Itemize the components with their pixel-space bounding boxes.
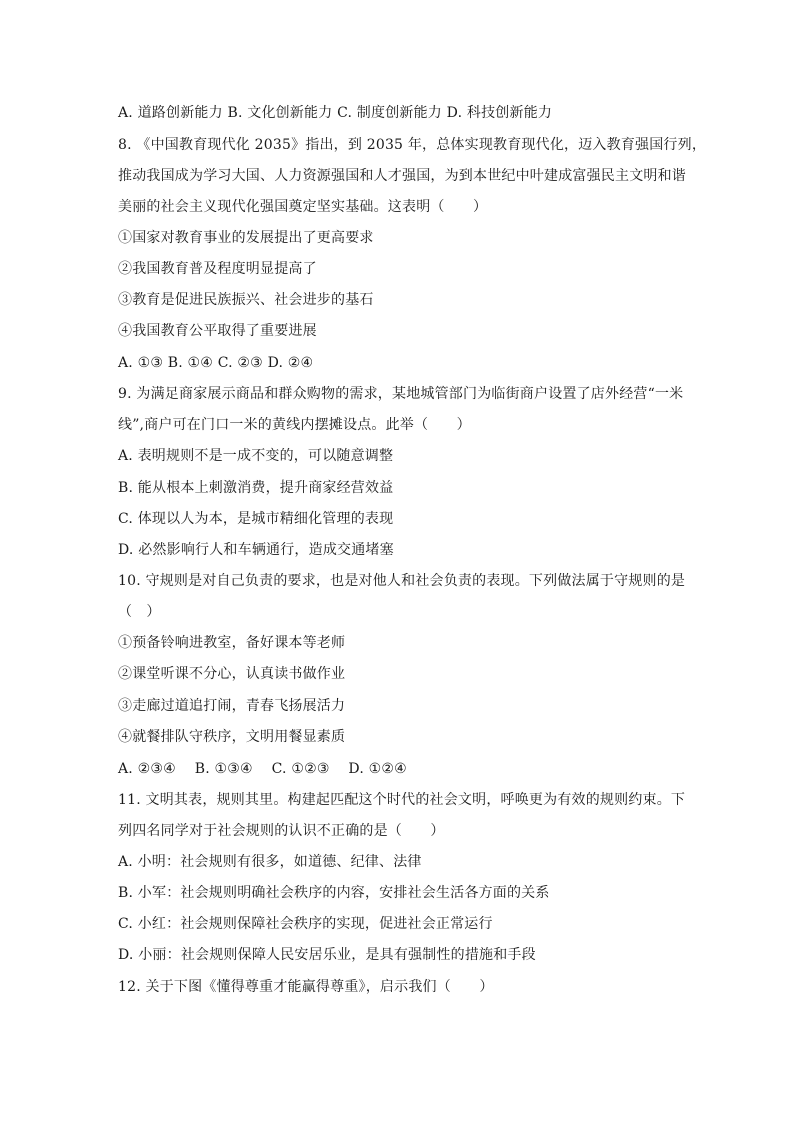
q8-stem-line-1: 8. 《中国教育现代化 2035》指出，到 2035 年，总体实现教育现代化，迈入教育强国行列， (118, 137, 707, 153)
q12-stem: 12. 关于下图《懂得尊重才能赢得尊重》，启示我们（ ） (118, 979, 494, 995)
q8-stem-line-2: 推动我国成为学习大国、人力资源强国和人才强国，为到本世纪中叶建成富强民主文明和谐 (118, 168, 686, 184)
q10-options: A. ②③④ B. ①③④ C. ①②③ D. ①②④ (118, 761, 407, 777)
q9-option-d: D. 必然影响行人和车辆通行，造成交通堵塞 (118, 542, 394, 558)
q11-stem-line-1: 11. 文明其表，规则其里。构建起匹配这个时代的社会文明，呼唤更为有效的规则约束。下 (118, 792, 686, 808)
q10-statement-2: ②课堂听课不分心，认真读书做作业 (118, 666, 346, 682)
q7-options: A. 道路创新能力 B. 文化创新能力 C. 制度创新能力 D. 科技创新能力 (118, 105, 553, 121)
q9-stem-line-2: 线”,商户可在门口一米的黄线内摆摊设点。此举（ ） (118, 417, 471, 433)
q10-stem-line-1: 10. 守规则是对自己负责的要求，也是对他人和社会负责的表现。下列做法属于守规则的是 (118, 573, 686, 589)
q9-option-b: B. 能从根本上刺激消费，提升商家经营效益 (118, 480, 394, 496)
q10-statement-3: ③走廊过道追打闹，青春飞扬展活力 (118, 698, 346, 714)
q8-statement-1: ①国家对教育事业的发展提出了更高要求 (118, 230, 374, 246)
q8-statement-4: ④我国教育公平取得了重要进展 (118, 323, 317, 339)
q8-options: A. ①③ B. ①④ C. ②③ D. ②④ (118, 355, 314, 371)
q11-option-c: C. 小红：社会规则保障社会秩序的实现，促进社会正常运行 (118, 916, 493, 932)
q9-stem-line-1: 9. 为满足商家展示商品和群众购物的需求，某地城管部门为临街商户设置了店外经营“一米 (118, 386, 684, 402)
q8-stem-line-3: 美丽的社会主义现代化强国奠定坚实基础。这表明（ ） (118, 199, 488, 215)
q10-stem-line-2: （ ） (118, 604, 161, 620)
q10-statement-4: ④就餐排队守秩序，文明用餐显素质 (118, 729, 346, 745)
q9-option-a: A. 表明规则不是一成不变的，可以随意调整 (118, 448, 394, 464)
q11-option-b: B. 小军：社会规则明确社会秩序的内容，安排社会生活各方面的关系 (118, 885, 550, 901)
q8-statement-3: ③教育是促进民族振兴、社会进步的基石 (118, 292, 374, 308)
q9-option-c: C. 体现以人为本，是城市精细化管理的表现 (118, 511, 394, 527)
q10-statement-1: ①预备铃响进教室，备好课本等老师 (118, 635, 346, 651)
q8-statement-2: ②我国教育普及程度明显提高了 (118, 261, 317, 277)
q11-option-d: D. 小丽：社会规则保障人民安居乐业，是具有强制性的措施和手段 (118, 947, 536, 963)
q11-option-a: A. 小明：社会规则有很多，如道德、纪律、法律 (118, 854, 422, 870)
q11-stem-line-2: 列四名同学对于社会规则的认识不正确的是（ ） (118, 823, 445, 839)
